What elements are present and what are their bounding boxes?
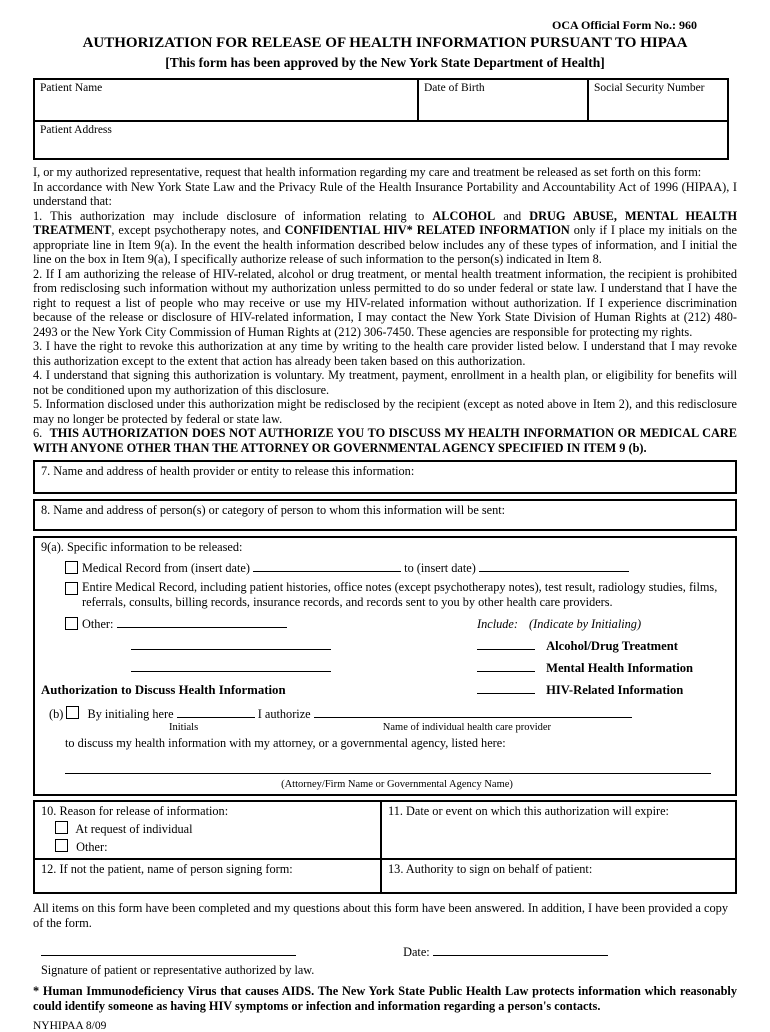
hiv-footnote: * Human Immunodeficiency Virus that causes AIDS. The New York State Public Health Law protects information which reasonably could identify someone as having HIV symptoms or infection and information regarding a person's contacts. — [33, 984, 737, 1013]
reason-other-label: Other: — [76, 840, 108, 854]
item-12-label: 12. If not the patient, name of person signing form: — [41, 862, 293, 876]
patient-name-field[interactable] — [34, 79, 418, 121]
provider-sublabel: Name of individual health care provider — [382, 722, 552, 733]
alcohol-drug-item — [477, 637, 729, 654]
recipient-field[interactable] — [33, 499, 737, 531]
other-label: Other: — [82, 617, 114, 631]
initials-sublabel: Initials — [169, 722, 199, 733]
other-line-3[interactable] — [131, 659, 331, 672]
to-insert-date-label: to (insert date) — [404, 561, 476, 575]
recipient-label: 8. Name and address of person(s) or category of person to whom this information will be sent: — [41, 503, 506, 517]
item-2-paragraph: 2. If I am authorizing the release of HIV-related, alcohol or drug treatment, or mental health treatment information, the recipient is prohibited from redisclosing such information without my authorization unless permitted to do so under federal or state law. I understand that I have the right to request a list of people who may receive or use my HIV-related information without authorization. If I experience discrimination because of the release or disclosure of HIV-related information, I may contact the New York State Division of Human Rights at (212) 480-2493 or the New York City Commission of Human Rights at (212) 306-7450. These agencies are responsible for protecting my rights. — [33, 266, 737, 339]
to-date-line[interactable] — [479, 559, 629, 572]
other-option-row — [65, 615, 477, 632]
initials-line[interactable] — [177, 705, 255, 718]
other-checkbox[interactable] — [65, 617, 78, 630]
attorney-line-row — [65, 761, 729, 790]
entire-record-checkbox[interactable] — [65, 582, 78, 595]
intro-paragraph-2: In accordance with New York State Law and the Privacy Rule of the Health Insurance Portability and Accountability Act of 1996 (HIPAA), I understand that: — [33, 179, 737, 208]
form-subtitle: [This form has been approved by the New York State Department of Health] — [165, 55, 605, 70]
date-of-birth-field[interactable] — [418, 79, 588, 121]
provider-entity-field[interactable] — [33, 460, 737, 494]
form-code: NYHIPAA 8/09 — [33, 1020, 107, 1032]
other-continuation-2 — [41, 659, 477, 676]
form-body-text — [33, 165, 737, 455]
mental-health-label: Mental Health Information — [546, 661, 693, 675]
by-initialing-label: By initialing here — [87, 707, 174, 721]
initial-row-hiv — [41, 681, 729, 698]
at-request-option — [55, 821, 374, 837]
hiv-item — [477, 681, 729, 698]
other-include-row — [41, 615, 729, 632]
ssn-label: Social Security Number — [594, 82, 705, 94]
signature-caption: Signature of patient or representative authorized by law. — [41, 963, 315, 978]
item-13-cell[interactable] — [381, 859, 736, 893]
medical-record-checkbox[interactable] — [65, 561, 78, 574]
include-label: Include: — [477, 617, 518, 631]
patient-address-label: Patient Address — [40, 124, 112, 136]
patient-name-label: Patient Name — [40, 82, 103, 94]
at-request-label: At request of individual — [75, 822, 193, 836]
medical-record-option-row — [65, 559, 729, 576]
form-title: AUTHORIZATION FOR RELEASE OF HEALTH INFORMATION PURSUANT TO HIPAA — [82, 35, 688, 51]
hiv-initial-line[interactable] — [477, 681, 535, 694]
hiv-related-label: HIV-Related Information — [546, 683, 684, 697]
entire-record-label: Entire Medical Record, including patient histories, office notes (except psychotherapy notes), test result, radiology studies, films, referrals, consults, billing records, insurance records, and records sent to you by other health care providers. — [82, 580, 718, 609]
items-10-13-table — [33, 800, 737, 894]
item-11-cell[interactable] — [381, 801, 736, 859]
item-1-paragraph: 1. This authorization may include disclosure of information relating to ALCOHOL and DRUG ABUSE, MENTAL HEALTH TREATMENT, except psychotherapy notes, and CONFIDENTIAL HIV* RELATED INFORMATION only if I place my initials on the appropriate line in Item 9(a). In the event the health information described below includes any of these types of information, and I initial the line on the box in Item 9(a), I specifically authorize release of such information to the person(s) indicated in Item 8. — [33, 208, 738, 266]
patient-address-field[interactable] — [34, 121, 728, 159]
item-5-paragraph: 5. Information disclosed under this authorization might be redisclosed by the recipient (except as noted above in Item 2), and this redisclosure may no longer be protected by federal or state law. — [33, 397, 737, 426]
patient-info-table — [33, 78, 729, 160]
intro-paragraph-1: I, or my authorized representative, request that health information regarding my care and treatment be released as set forth on this form: — [33, 165, 702, 179]
authorization-to-discuss-heading: Authorization to Discuss Health Information — [41, 683, 286, 697]
date-of-birth-label: Date of Birth — [424, 82, 485, 94]
item-10-label: 10. Reason for release of information: — [41, 804, 229, 818]
item-3-paragraph: 3. I have the right to revoke this authorization at any time by writing to the health care provider listed below. I understand that I may revoke this authorization except to the extent that action has already been taken based on this authorization. — [33, 339, 737, 368]
date-line[interactable] — [433, 943, 608, 956]
other-line-2[interactable] — [131, 637, 331, 650]
item-4-paragraph: 4. I understand that signing this authorization is voluntary. My treatment, payment, enrollment in a health plan, or eligibility for benefits will not be conditioned upon my authorization of this disclosure. — [33, 368, 737, 397]
item-11-label: 11. Date or event on which this authorization will expire: — [388, 804, 669, 818]
item-9b-row — [49, 705, 729, 722]
signature-row — [41, 943, 737, 960]
other-continuation-1 — [41, 637, 477, 654]
item-9b-prefix: (b) — [49, 707, 64, 721]
discuss-with-attorney-text: to discuss my health information with my attorney, or a governmental agency, listed here: — [65, 736, 506, 750]
attorney-sublabel: (Attorney/Firm Name or Governmental Agency Name) — [281, 779, 513, 790]
initial-row-alcohol — [41, 637, 729, 654]
closing-statement: All items on this form have been completed and my questions about this form have been answered. In addition, I have been provided a copy of the form. — [33, 901, 729, 930]
include-heading — [477, 617, 729, 632]
alcohol-drug-label: Alcohol/Drug Treatment — [546, 639, 678, 653]
from-date-line[interactable] — [253, 559, 401, 572]
item-12-cell[interactable] — [34, 859, 381, 893]
medical-record-label: Medical Record from (insert date) — [82, 561, 250, 575]
mental-health-item — [477, 659, 729, 676]
at-request-checkbox[interactable] — [55, 821, 68, 834]
attorney-name-line[interactable] — [65, 761, 711, 774]
item-6-paragraph: 6. THIS AUTHORIZATION DOES NOT AUTHORIZE YOU TO DISCUSS MY HEALTH INFORMATION OR MEDICAL CARE WITH ANYONE OTHER THAN THE ATTORNEY OR GOVERNMENTAL AGENCY SPECIFIED IN ITEM 9 (b). — [33, 426, 737, 455]
indicate-by-initialing-note: (Indicate by Initialing) — [529, 617, 642, 631]
provider-entity-label: 7. Name and address of health provider or entity to release this information: — [41, 464, 415, 478]
item-9a-header: 9(a). Specific information to be released: — [41, 540, 243, 554]
item-13-label: 13. Authority to sign on behalf of patient: — [388, 862, 593, 876]
by-initialing-checkbox[interactable] — [66, 706, 79, 719]
date-label: Date: — [403, 945, 430, 960]
initial-row-mental-health — [41, 659, 729, 676]
item-10-cell — [34, 801, 381, 859]
signature-line[interactable] — [41, 943, 296, 956]
alcohol-drug-initial-line[interactable] — [477, 637, 535, 650]
item-9b-sublabels — [41, 722, 729, 733]
other-line-1[interactable] — [117, 615, 287, 628]
i-authorize-label: I authorize — [257, 707, 311, 721]
entire-record-option-row — [65, 580, 729, 610]
reason-other-option — [55, 839, 374, 855]
ssn-field[interactable] — [588, 79, 728, 121]
provider-name-line[interactable] — [314, 705, 632, 718]
item-9a-section — [33, 536, 737, 796]
mental-health-initial-line[interactable] — [477, 659, 535, 672]
form-number: OCA Official Form No.: 960 — [552, 18, 697, 32]
reason-other-checkbox[interactable] — [55, 839, 68, 852]
